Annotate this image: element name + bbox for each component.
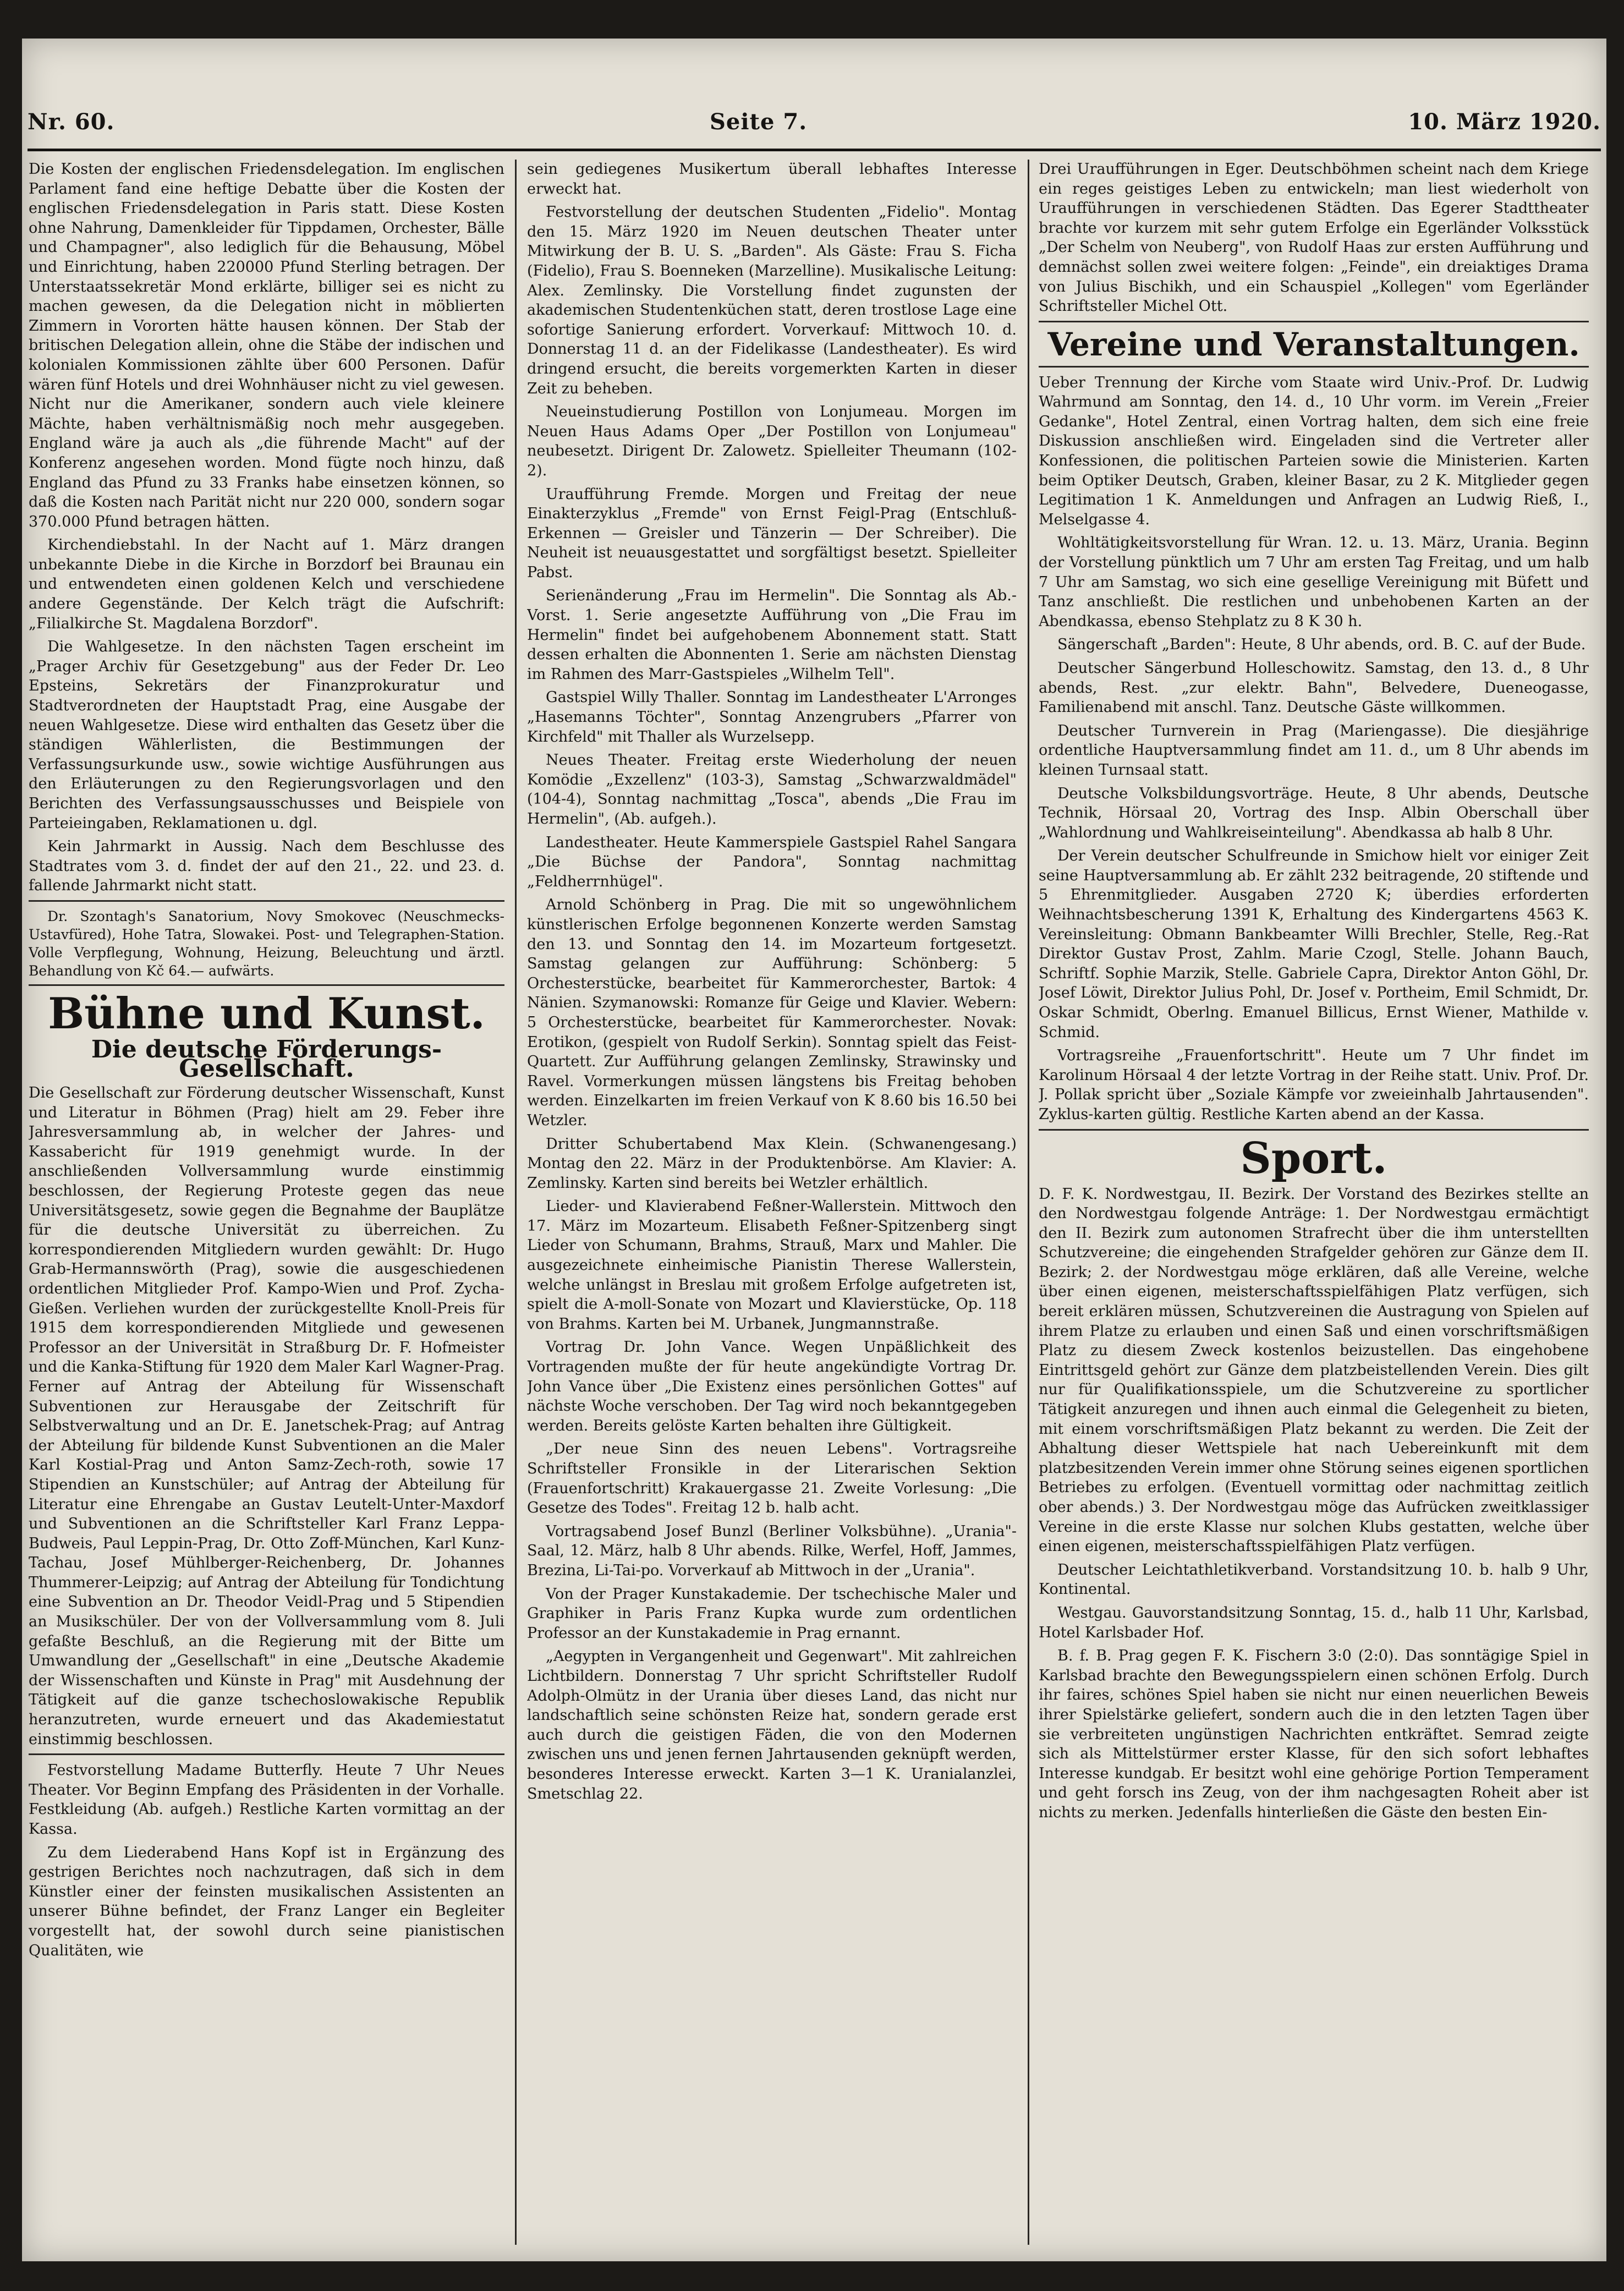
section-title-sport: Sport.	[1240, 1133, 1387, 1183]
article: Von der Prager Kunstakademie. Der tschechische Maler und Graphiker in Paris Franz Kupka wurde zum ordentlichen Professor an der Kunstakademie in Prag ernannt.	[527, 1585, 1017, 1642]
column-2	[527, 160, 1017, 2245]
article: Die Wahlgesetze. In den nächsten Tagen erscheint im „Prager Archiv für Gesetzgebung" aus der Feder Dr. Leo Epsteins, Sekretärs der Finanzprokuratur und Stadtverordneten der Hauptstadt Prag, eine Ausgabe der neuen Wahlgesetze. Diese wird enthalten das Gesetz über die ständigen Wählerlisten, die Bestimmungen der Verfassungsurkunde usw., sowie wichtige Ausführungen aus den Erläuterungen zu den Regierungsvorlagen und den Berichten des Verfassungsausschusses und Beispiele von Parteieingaben, Reklamationen u. dgl.	[29, 638, 504, 832]
issue-date: 10. März 1920.	[1408, 109, 1601, 135]
article: Neueinstudierung Postillon von Lonjumeau. Morgen im Neuen Haus Adams Oper „Der Postillon von Lonjumeau" neubesetzt. Dirigent Dr. Zalowetz. Spielleiter Theumann (102-2).	[527, 403, 1017, 479]
article: Drei Uraufführungen in Eger. Deutschböhmen scheint nach dem Kriege ein reges geistiges Leben zu entwickeln; man liest wiederholt von Uraufführungen in verschiedenen Städten. Das Egerer Stadttheater brachte vor kurzem mit sehr gutem Erfolge ein Egerländer Volksstück „Der Schelm von Neuberg", von Rudolf Haas zur ersten Aufführung und demnächst sollen zwei weitere folgen: „Feinde", ein dreiaktiges Drama von Julius Bischikh, und ein Schauspiel „Kollegen" vom Egerländer Schriftsteller Michel Ott.	[1039, 161, 1589, 315]
header-rule	[28, 149, 1601, 151]
article: Neues Theater. Freitag erste Wiederholung der neuen Komödie „Exzellenz" (103-3), Samstag „Schwarzwaldmädel" (104-4), Sonntag nachmittag „Tosca", abends „Die Frau im Hermelin", (Ab. aufgeh.).	[527, 752, 1017, 827]
column-rule	[1028, 160, 1029, 2245]
article: Kirchendiebstahl. In der Nacht auf 1. März drangen unbekannte Diebe in die Kirche in Borzdorf bei Braunau ein und entwendeten einen goldenen Kelch und verschiedene andere Gegenstände. Der Kelch trägt die Aufschrift: „Filialkirche St. Magdalena Borzdorf".	[29, 536, 504, 632]
newspaper-page	[22, 39, 1606, 2261]
article: Lieder- und Klavierabend Feßner-Wallerstein. Mittwoch den 17. März im Mozarteum. Elisabeth Feßner-Spitzenberg singt Lieder von Schumann, Brahms, Strauß, Marx und Mahler. Die ausgezeichnete einheimische Pianistin Therese Wallerstein, welche unlängst in Breslau mit großem Erfolge aufgetreten ist, spielt die A-moll-Sonate von Mozart und Klavierstücke, Op. 118 von Brahms. Karten bei M. Urbanek, Jungmannstraße.	[527, 1198, 1017, 1333]
article: Festvorstellung Madame Butterfly. Heute 7 Uhr Neues Theater. Vor Beginn Empfang des Präsidenten in der Vorhalle. Festkleidung (Ab. aufgeh.) Restliche Karten vormittag an der Kassa.	[29, 1762, 504, 1838]
advertisement: Dr. Szontagh's Sanatorium, Novy Smokovec (Neuschmecks-Ustavfüred), Hohe Tatra, Slowakei. Post- und Telegraphen-Station. Volle Verpflegung, Wohnung, Heizung, Beleuchtung und ärztl. Behandlung von Kč 64.— aufwärts.	[29, 908, 504, 979]
article: sein gediegenes Musikertum überall lebhaftes Interesse erweckt hat.	[527, 161, 1017, 198]
article: Die Gesellschaft zur Förderung deutscher Wissenschaft, Kunst und Literatur in Böhmen (Prag) hielt am 29. Feber ihre Jahresversammlung ab, in welcher der Jahres- und Kassabericht für 1919 genehmigt wurde. In der anschließenden Vollversammlung wurde einstimmig beschlossen, der Regierung Proteste gegen das neue Universitätsgesetz, sowie gegen die Begnahme der Bauplätze für die deutsche Universität zu überreichen. Zu korrespondierenden Mitgliedern wurden gewählt: Dr. Hugo Grab-Hermannswörth (Prag), sowie die ausgeschiedenen ordentlichen Mitglieder Prof. Kampo-Wien und Prof. Zycha-Gießen. Verliehen wurden der zurückgestellte Knoll-Preis für 1915 dem korrespondierenden Mitgliede und gewesenen Professor an der Universität in Straßburg Dr. F. Hofmeister und die Kanka-Stiftung für 1920 dem Maler Karl Wagner-Prag. Ferner auf Antrag der Abteilung für Wissenschaft Subventionen zur Herausgabe der Zeitschrift für Selbstverwaltung und an Dr. E. Janetschek-Prag; auf Antrag der Abteilung für bildende Kunst Subventionen an die Maler Karl Kostial-Prag und Anton Samz-Zech-roth, sowie 17 Stipendien an Kunstschüler; auf Antrag der Abteilung für Literatur eine Ehrengabe an Gustav Leutelt-Unter-Maxdorf und Subventionen an die Schriftsteller Karl Franz Leppa-Budweis, Paul Leppin-Prag, Dr. Otto Zoff-München, Karl Kunz-Tachau, Josef Mühlberger-Reichenberg, Dr. Johannes Thummerer-Leipzig; auf Antrag der Abteilung für Tondichtung eine Subvention an Dr. Theodor Veidl-Prag und 5 Stipendien an Musikschüler. Der von der Vollversammlung vom 8. Juli gefaßte Beschluß, an die Regierung mit der Bitte um Umwandlung der „Gesellschaft" in eine „Deutsche Akademie der Wissenschaften und Künste in Prag" mit Ausdehnung der Tätigkeit auf die ganze tschechoslowakische Republik heranzutreten, wurde erneuert und das Akademiestatut einstimmig beschlossen.	[29, 1084, 504, 1748]
column-rule	[515, 160, 517, 2245]
article: Gastspiel Willy Thaller. Sonntag im Landestheater L'Arronges „Hasemanns Töchter", Sonntag Anzengrubers „Pfarrer von Kirchfeld" mit Thaller als Wurzelsepp.	[527, 689, 1017, 746]
article: Ueber Trennung der Kirche vom Staate wird Univ.-Prof. Dr. Ludwig Wahrmund am Sonntag, den 14. d., 10 Uhr vorm. im Verein „Freier Gedanke", Hotel Zentral, einen Vortrag halten, dem sich eine freie Diskussion anschließen wird. Eingeladen sind die Vertreter aller Konfessionen, die politischen Parteien sowie die Ministerien. Karten beim Optiker Deutsch, Graben, kleiner Basar, zu 2 K. Mitglieder gegen Legitimation 1 K. Anmeldungen und Anfragen an Ludwig Rieß, I., Melselgasse 4.	[1039, 374, 1589, 528]
article: Deutscher Leichtathletikverband. Vorstandsitzung 10. b. halb 9 Uhr, Kontinental.	[1039, 1561, 1589, 1598]
article: Kein Jahrmarkt in Aussig. Nach dem Beschlusse des Stadtrates vom 3. d. findet der auf den 21., 22. und 23. d. fallende Jahrmarkt nicht statt.	[29, 838, 504, 895]
article: „Der neue Sinn des neuen Lebens". Vortragsreihe Schriftsteller Fronsikle in der Literarischen Sektion (Frauenfortschritt) Krakauergasse 21. Zweite Vorlesung: „Die Gesetze des Todes". Freitag 12 b. halb acht.	[527, 1440, 1017, 1517]
article: Serienänderung „Frau im Hermelin". Die Sonntag als Ab.-Vorst. 1. Serie angesetzte Aufführung von „Die Frau im Hermelin" findet bei aufgehobenem Abonnement statt. Statt dessen erhalten die Abonnenten 1. Serie am nächsten Dienstag im Rahmen des Marr-Gastspieles „Wilhelm Tell".	[527, 587, 1017, 683]
article-list	[527, 160, 1017, 1804]
article: Vortrag Dr. John Vance. Wegen Unpäßlichkeit des Vortragenden mußte der für heute angekündigte Vortrag Dr. John Vance über „Die Existenz eines persönlichen Gottes" auf nächste Woche verschoben. Der Tag wird noch bekanntgegeben werden. Bereits gelöste Karten behalten ihre Gültigkeit.	[527, 1339, 1017, 1434]
article: B. f. B. Prag gegen F. K. Fischern 3:0 (2:0). Das sonntägige Spiel in Karlsbad brachte den Bewegungsspielern einen schönen Erfolg. Durch ihr faires, schönes Spiel haben sie nicht nur einen neuerlichen Beweis ihrer Spielstärke geliefert, sondern auch die in den letzten Tagen über sie verbreiteten ungünstigen Nachrichten entkräftet. Semrad zeigte sich als Mittelstürmer erster Klasse, für den sich sofort lebhaftes Interesse kundgab. Er besitzt wohl eine gehörige Portion Temperament und geht forsch ins Zeug, von der ihm nachgesagten Roheit aber ist nichts zu merken. Jedenfalls hinterließen die Gäste den besten Ein-	[1039, 1647, 1589, 1821]
article: „Aegypten in Vergangenheit und Gegenwart". Mit zahlreichen Lichtbildern. Donnerstag 7 Uhr spricht Schriftsteller Rudolf Adolph-Olmütz in der Urania über dieses Land, das nicht nur landschaftlich seine schönsten Reize hat, sondern gerade erst auch durch die geistigen Fäden, die von den Modernen zwischen uns und jenen fernen Jahrtausenden geknüpft werden, besonderes Interesse erweckt. Karten 3—1 K. Uranialanzlei, Smetschlag 22.	[527, 1648, 1017, 1802]
article: D. F. K. Nordwestgau, II. Bezirk. Der Vorstand des Bezirkes stellte an den Nordwestgau folgende Anträge: 1. Der Nordwestgau ermächtigt den II. Bezirk zum autonomen Strafrecht über die ihm unterstellten Schutzvereine; die eingehenden Strafgelder gehören zur Gänze dem II. Bezirk; 2. der Nordwestgau möge erklären, daß alle Vereine, welche über einen eigenen, meisterschaftsspielfähigen Platz verfügen, sich bereit erklären müssen, Schutzvereinen die Austragung von Spielen auf ihrem Platze zu erlauben und einen Saß und einen vorschriftsmäßigen Platz zu diesem Zweck kostenlos beizustellen. Das eingehobene Eintrittsgeld gehört zur Gänze dem platzbeistellenden Verein. Dies gilt nur für Qualifikationsspiele, um die Schutzvereine zu sportlicher Tätigkeit anzuregen und ihnen auch einmal die Gelegenheit zu bieten, mit einem vorschriftsmäßigen Platz bekannt zu werden. Die Zeit der Abhaltung dieser Wettspiele hat nach Uebereinkunft mit dem platzbesitzenden Verein immer ohne Störung seines eigenen sportlichen Betriebes zu erfolgen. (Eventuell vormittag oder nachmittag zeitlich ober abends.) 3. Der Nordwestgau möge das Aufrücken zweitklassiger Vereine in die erste Klasse nur solchen Klubs gestatten, welche über einen eigenen, meisterschaftsspielfähigen Platz verfügen.	[1039, 1185, 1589, 1555]
article-list	[29, 160, 504, 896]
article: Die Kosten der englischen Friedensdelegation. Im englischen Parlament fand eine heftige Debatte über die Kosten der englischen Friedensdelegation in Paris statt. Diese Kosten ohne Nahrung, Damenkleider für Tippdamen, Orchester, Bälle und Champagner", also lediglich für die Behausung, Möbel und Einrichtung, haben 220000 Pfund Sterling betragen. Der Unterstaatssekretär Mond erklärte, billiger sei es nicht zu machen gewesen, da die Delegation nicht in möblierten Zimmern in Vororten hätte hausen können. Der Stab der britischen Delegation allein, ohne die Stäbe der indischen und kolonialen Kommissionen zählte über 600 Personen. Dafür wären fünf Hotels und drei Wohnhäuser nicht zu viel gewesen. Nicht nur die Amerikaner, sondern auch viele kleinere Mächte, haben verhältnismäßig noch mehr ausgegeben. England wäre ja auch als „die führende Macht" auf der Konferenz angesehen worden. Mond fügte noch hinzu, daß England das Pfund zu 33 Franks habe einsetzen können, so daß die Kosten nach Parität nicht nur 220 000, sondern sogar 370.000 Pfund betragen hätten.	[29, 161, 504, 530]
article: Festvorstellung der deutschen Studenten „Fidelio". Montag den 15. März 1920 im Neuen deutschen Theater unter Mitwirkung der B. U. S. „Barden". Als Gäste: Frau S. Ficha (Fidelio), Frau S. Boenneken (Marzelline). Musikalische Leitung: Alex. Zemlinsky. Die Vorstellung findet zugunsten der akademischen Studentenküchen statt, deren trostlose Lage eine sofortige Sanierung erfordert. Vorverkauf: Mittwoch 10. d. Donnerstag 11 d. an der Fidelikasse (Landestheater). Es wird dringend ersucht, die bereits vorgemerkten Karten in dieser Zeit zu beheben.	[527, 204, 1017, 397]
article: Uraufführung Fremde. Morgen und Freitag der neue Einakterzyklus „Fremde" von Ernst Feigl-Prag (Entschluß-Erkennen — Greisler und Tänzerin — Der Schreiber). Die Neuheit ist neuausgestattet und sorgfältigst besetzt. Spielleiter Pabst.	[527, 485, 1017, 581]
article-list	[1039, 1185, 1589, 1823]
article: Westgau. Gauvorstandsitzung Sonntag, 15. d., halb 11 Uhr, Karlsbad, Hotel Karlsbader Hof.	[1039, 1604, 1589, 1641]
article: Zu dem Liederabend Hans Kopf ist in Ergänzung des gestrigen Berichtes noch nachzutragen, daß sich in dem Künstler einer der feinsten musikalischen Assistenten an unserer Bühne befindet, der Franz Langer ein Begleiter vorgestellt hat, der sowohl durch seine pianistischen Qualitäten, wie	[29, 1844, 504, 1959]
page-number: Seite 7.	[710, 109, 808, 135]
divider	[29, 984, 504, 986]
section-subhead: Die deutsche Förderungs-Gesellschaft.	[91, 1035, 442, 1083]
article: Landestheater. Heute Kammerspiele Gastspiel Rahel Sangara „Die Büchse der Pandora", Sonntag nachmittag „Feldherrnhügel".	[527, 834, 1017, 890]
article: Dritter Schubertabend Max Klein. (Schwanengesang.) Montag den 22. März in der Produktenbörse. Am Klavier: A. Zemlinsky. Karten sind bereits bei Wetzler erhältlich.	[527, 1135, 1017, 1192]
article: Vortragsabend Josef Bunzl (Berliner Volksbühne). „Urania"-Saal, 12. März, halb 8 Uhr abends. Rilke, Werfel, Hoff, Jammes, Brezina, Li-Tai-po. Vorverkauf ab Mittwoch in der „Urania".	[527, 1522, 1017, 1579]
section-title-vereine: Vereine und Veranstaltungen.	[1047, 325, 1580, 363]
article: Der Verein deutscher Schulfreunde in Smichow hielt vor einiger Zeit seine Hauptversammlung ab. Er zählt 232 beitragende, 20 stiftende und 5 Ehrenmitglieder. Ausgaben 2720 K; überdies erforderten Weihnachtsbescherung 1391 K, Erhaltung des Kindergartens 4563 K. Vereinsleitung: Obmann Bankbeamter Willi Brechler, Stelle, Reg.-Rat Direktor Gustav Prost, Zahlm. Marie Czogl, Stelle. Johann Bauch, Schriftf. Sophie Marzik, Stelle. Gabriele Capra, Direktor Anton Göhl, Dr. Josef Löwit, Direktor Julius Pohl, Dr. Josef v. Portheim, Emil Schmidt, Dr. Oskar Schmidt, Oberlng. Emanuel Billicus, Ernst Wiener, Mathilde v. Schmid.	[1039, 847, 1589, 1041]
article-list	[1039, 373, 1589, 1125]
divider	[29, 900, 504, 902]
divider	[1039, 1129, 1589, 1131]
article: Deutscher Sängerbund Holleschowitz. Samstag, den 13. d., 8 Uhr abends, Rest. „zur elektr. Bahn", Belvedere, Dueneogasse, Familienabend mit anschl. Tanz. Deutsche Gäste willkommen.	[1039, 659, 1589, 716]
column-1	[29, 160, 504, 2245]
issue-number: Nr. 60.	[28, 109, 115, 135]
article: Deutscher Turnverein in Prag (Mariengasse). Die diesjährige ordentliche Hauptversammlung findet am 11. d., um 8 Uhr abends im kleinen Turnsaal statt.	[1039, 722, 1589, 779]
divider	[1039, 366, 1589, 368]
article: Sängerschaft „Barden": Heute, 8 Uhr abends, ord. B. C. auf der Bude.	[1057, 636, 1586, 654]
article: Vortragsreihe „Frauenfortschritt". Heute um 7 Uhr findet im Karolinum Hörsaal 4 der letzte Vortrag in der Reihe statt. Univ. Prof. Dr. J. Pollak spricht über „Soziale Kämpfe vor zweieinhalb Jahrtausenden". Zyklus-karten gültig. Restliche Karten abend an der Kassa.	[1039, 1047, 1589, 1123]
article-list	[29, 1083, 504, 1960]
divider	[29, 1753, 504, 1755]
section-title-buehne: Bühne und Kunst.	[48, 988, 485, 1039]
article: Wohltätigkeitsvorstellung für Wran. 12. u. 13. März, Urania. Beginn der Vorstellung pünktlich um 7 Uhr am ersten Tag Freitag, und um halb 7 Uhr am Samstag, wo sich eine gesellige Vereinigung mit Büfett und Tanz anschließt. Die restlichen und unbehobenen Karten an der Abendkassa, ebenso Stehplatz zu 8 K 30 h.	[1039, 534, 1589, 630]
column-3	[1039, 160, 1589, 2245]
divider	[1039, 321, 1589, 322]
article: Deutsche Volksbildungsvorträge. Heute, 8 Uhr abends, Deutsche Technik, Hörsaal 20, Vortrag des Insp. Albin Oberschall über „Wahlordnung und Wahlkreiseinteilung". Abendkassa ab halb 8 Uhr.	[1039, 785, 1589, 841]
page-header	[28, 109, 1601, 147]
article: Arnold Schönberg in Prag. Die mit so ungewöhnlichem künstlerischen Erfolge begonnenen Konzerte werden Samstag den 13. und Sonntag den 14. im Mozarteum fortgesetzt. Samstag gelangen zur Aufführung: Schönberg: 5 Orchesterstücke, bearbeitet für Kammerorchester, Bartok: 4 Nänien. Szymanowski: Romanze für Geige und Klavier. Webern: 5 Orchesterstücke, bearbeitet für Kammerorchester. Novak: Erotikon, (gespielt von Rudolf Serkin). Sonntag spielt das Feist-Quartett. Zur Aufführung gelangen Zemlinsky, Strawinsky und Ravel. Vormerkungen müssen längstens bis Freitag behoben werden. Einzelkarten im freien Verkauf von K 8.60 bis 16.50 bei Wetzler.	[527, 896, 1017, 1129]
